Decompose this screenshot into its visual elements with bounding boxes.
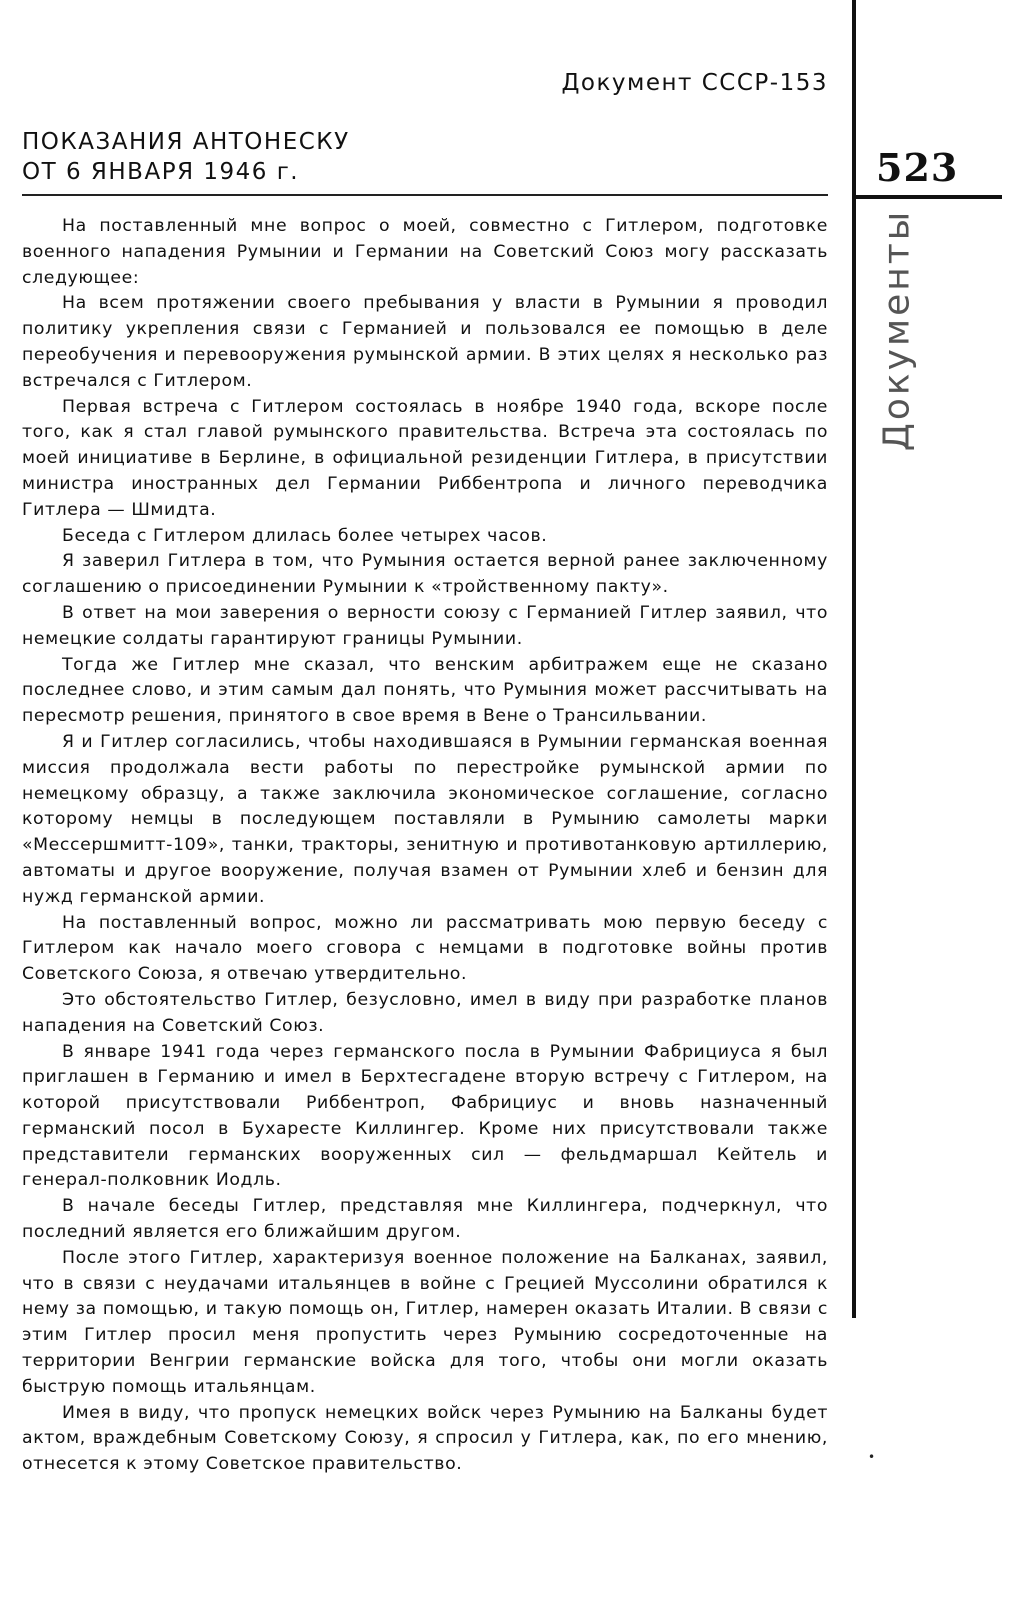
margin-mark: • — [868, 1450, 876, 1464]
paragraph: В январе 1941 года через германского посла в Румынии Фабрициуса я был приглашен в Германию и имел в Берхтесгадене вторую встречу с Гитлером, на которой присутствовали Риббентроп, Фабрициус и вновь назначенный германский посол в Бухаресте Киллингер. Кроме них присутствовали также представители германских вооруженных сил — фельдмаршал Кейтель и генерал-полковник Иодль. — [22, 1041, 828, 1191]
paragraph: Беседа с Гитлером длилась более четырех часов. — [62, 525, 548, 546]
title-line-2: ОТ 6 ЯНВАРЯ 1946 г. — [22, 159, 300, 185]
paragraph: Я и Гитлер согласились, чтобы находившаяся в Румынии германская военная миссия продолжала вести работы по перестройке румынской армии по немецкому образцу, а также заключила экономическое соглашение, согласно которому немцы в последующем поставляли в Румынию самолеты марки «Мессершмитт-109», танки, тракторы, зенитную и противотанковую артиллерию, автоматы и другое вооружение, получая взамен от Румынии хлеб и бензин для нужд германской армии. — [22, 731, 828, 907]
paragraph: В ответ на мои заверения о верности союзу с Германией Гитлер заявил, что немецкие солдаты гарантируют границы Румынии. — [22, 602, 828, 649]
document-id: Документ СССР-153 — [561, 70, 828, 96]
paragraph: Я заверил Гитлера в том, что Румыния остается верной ранее заключенному соглашению о присоединении Румынии к «тройственному пакту». — [22, 551, 828, 598]
paragraph: В начале беседы Гитлер, представляя мне Киллингера, подчеркнул, что последний является его ближайшим другом. — [22, 1196, 828, 1243]
paragraph: На поставленный мне вопрос о моей, совместно с Гитлером, подготовке военного нападения Румынии и Германии на Советский Союз могу рассказать следующее: — [22, 216, 828, 288]
paragraph: Имея в виду, что пропуск немецких войск через Румынию на Балканы будет актом, враждебным Советскому Союзу, я спросил у Гитлера, как, по его мнению, отнесется к этому Советское правительство. — [22, 1402, 828, 1475]
document-body — [22, 214, 828, 1478]
paragraph: Это обстоятельство Гитлер, безусловно, имел в виду при разработке планов нападения на Советский Союз. — [22, 989, 828, 1036]
document-title — [22, 127, 502, 187]
paragraph: Тогда же Гитлер мне сказал, что венским арбитражем еще не сказано последнее слово, и этим самым дал понять, что Румыния может рассчитывать на пересмотр решения, принятого в свое время в Вене о Трансильвании. — [22, 654, 828, 727]
side-section-label: Документы — [876, 208, 918, 452]
paragraph: Первая встреча с Гитлером состоялась в ноябре 1940 года, вскоре после того, как я стал главой румынского правительства. Встреча эта состоялась по моей инициативе в Берлине, в официальной резиденции Гитлера, в присутствии министра иностранных дел Германии Риббентропа и личного переводчика Гитлера — Шмидта. — [22, 396, 828, 520]
paragraph: На всем протяжении своего пребывания у власти в Румынии я проводил политику укрепления связи с Германией и пользовался ее помощью в деле переобучения и перевооружения румынской армии. В этих целях я несколько раз встречался с Гитлером. — [22, 293, 828, 391]
title-divider — [22, 194, 828, 196]
title-line-1: ПОКАЗАНИЯ АНТОНЕСКУ — [22, 129, 350, 155]
page-number: 523 — [876, 145, 959, 190]
paragraph: После этого Гитлер, характеризуя военное положение на Балканах, заявил, что в связи с неудачами итальянцев в войне с Грецией Муссолини обратился к нему за помощью, и такую помощь он, Гитлер, намерен оказать Италии. В связи с этим Гитлер просил меня пропустить через Румынию сосредоточенные на территории Венгрии германские войска для того, чтобы они могли оказать быструю помощь итальянцам. — [22, 1247, 828, 1397]
paragraph: На поставленный вопрос, можно ли рассматривать мою первую беседу с Гитлером как начало моего сговора с немцами в подготовке войны против Советского Союза, я отвечаю утвердительно. — [22, 912, 828, 985]
page-number-rule — [856, 195, 1002, 199]
